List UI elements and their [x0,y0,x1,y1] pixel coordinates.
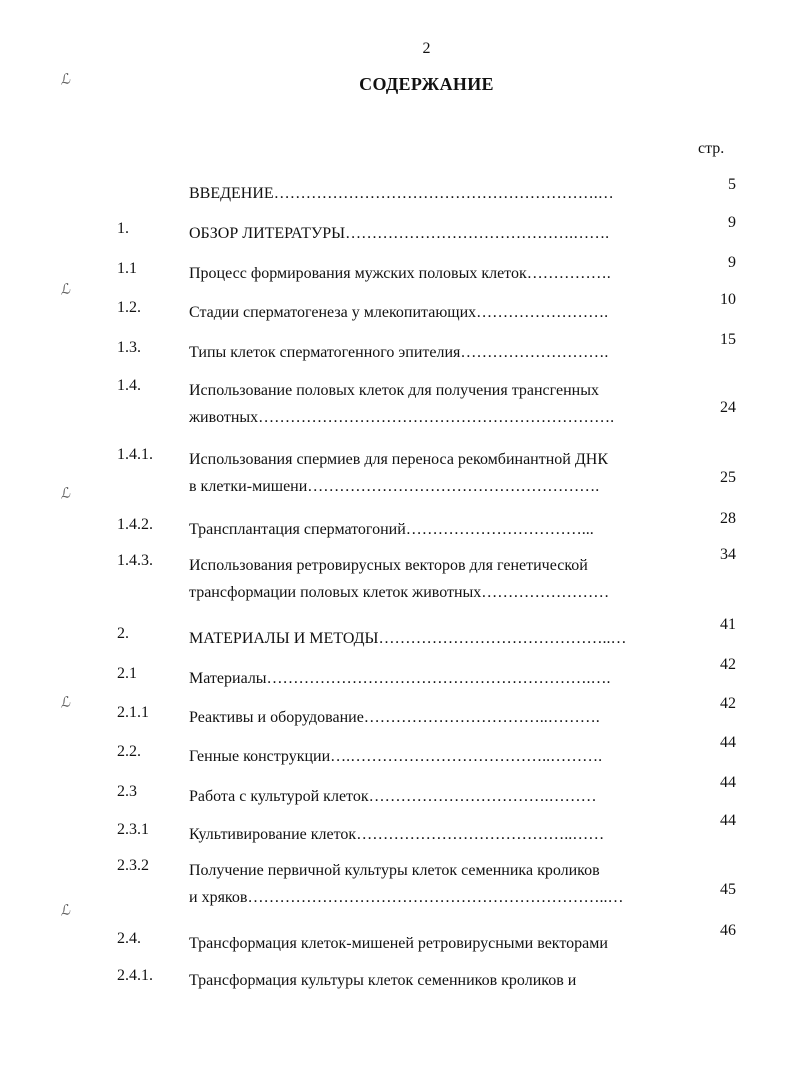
toc-entry-title: Процесс формирования мужских половых клеток……………. [189,265,611,282]
toc-entry-line: Использование половых клеток для получения трансгенных [189,382,599,399]
toc-entry-line: в клетки-мишени………………………………………………. [189,478,600,495]
toc-entry-page: 45 [720,881,736,898]
toc-entry-title: Реактивы и оборудование……………………………..………. [189,709,600,726]
page-number: 2 [422,40,431,57]
toc-entry-page: 42 [720,695,736,712]
toc-entry-page: 28 [720,510,736,527]
toc-entry-title: Трансформация клеток-мишеней ретровирусными векторами [189,935,608,952]
toc-entry-page: 15 [720,331,736,348]
toc-entry-title [189,446,686,500]
toc-entry-line: Использования ретровирусных векторов для генетической [189,557,588,574]
toc-entry-page: 24 [720,399,736,416]
toc-entry-page: 44 [720,812,736,829]
toc-entry-number: 1.3. [117,339,141,356]
toc-entry-title: Культивирование клеток…………………………………..…… [189,826,605,843]
scan-mark-icon: ℒ [58,903,72,920]
toc-entry-page: 44 [720,734,736,751]
toc-entry-title: Генные конструкции….………………………………..………. [189,748,603,765]
toc-entry-page: 46 [720,922,736,939]
toc-entry-number: 2. [117,625,129,642]
toc-entry-number: 1. [117,220,129,237]
toc-entry-line: трансформации половых клеток животных…………………… [189,584,610,601]
scan-mark-icon: ℒ [58,486,72,503]
toc-entry-line: животных…………………………………………………………. [189,409,615,426]
toc-entry-number: 1.4.2. [117,516,153,533]
toc-entry-page: 25 [720,469,736,486]
toc-entry-page: 34 [720,546,736,563]
toc-entry-title: Материалы…………………………………………………….…. [189,670,611,687]
toc-entry-number: 1.4.1. [117,446,153,463]
toc-entry-number: 1.2. [117,299,141,316]
toc-entry-number: 2.3.1 [117,821,149,838]
toc-entry-title: ОБЗОР ЛИТЕРАТУРЫ…………………………………….……. [189,225,610,242]
toc-entry-page: 10 [720,291,736,308]
toc-entry-title: Трансформация культуры клеток семенников кроликов и [189,972,577,989]
toc-entry-number: 2.1 [117,665,137,682]
toc-entry-page: 41 [720,616,736,633]
toc-entry-number: 1.4.3. [117,552,153,569]
toc-entry-title: ВВЕДЕНИЕ…………………………………………………….… [189,185,614,202]
toc-entry-page: 42 [720,656,736,673]
scan-mark-icon: ℒ [58,72,72,89]
toc-entry-page: 9 [728,214,736,231]
page-column-header: стр. [698,140,725,157]
toc-entry-title [189,552,686,606]
page-title: СОДЕРЖАНИЕ [359,74,494,94]
toc-entry-title [189,857,686,911]
toc-entry-title: Стадии сперматогенеза у млекопитающих……………………. [189,304,609,321]
toc-entry-line: и хряков…………………………………………………………..… [189,889,624,906]
toc-entry-number: 1.1 [117,260,137,277]
toc-entry-number: 2.2. [117,743,141,760]
toc-entry-title [189,377,686,431]
scan-mark-icon: ℒ [58,282,72,299]
toc-entry-page: 5 [728,176,736,193]
scan-mark-icon: ℒ [58,695,72,712]
toc-entry-number: 2.3 [117,783,137,800]
toc-entry-title: МАТЕРИАЛЫ И МЕТОДЫ……………………………………..… [189,630,627,647]
toc-entry-page: 9 [728,254,736,271]
toc-entry-title: Работа с культурой клеток…………………………….……… [189,788,597,805]
toc-entry-page: 44 [720,774,736,791]
toc-entry-line: Получение первичной культуры клеток семенника кроликов [189,862,600,879]
toc-entry-number: 2.4. [117,930,141,947]
toc-entry-number: 1.4. [117,377,141,394]
toc-entry-title: Типы клеток сперматогенного эпителия………………………. [189,344,609,361]
toc-entry-number: 2.1.1 [117,704,149,721]
toc-entry-number: 2.3.2 [117,857,149,874]
toc-entry-number: 2.4.1. [117,967,153,984]
toc-entry-title: Трансплантация сперматогоний……………………………... [189,521,594,538]
toc-entry-line: Использования спермиев для переноса рекомбинантной ДНК [189,451,608,468]
